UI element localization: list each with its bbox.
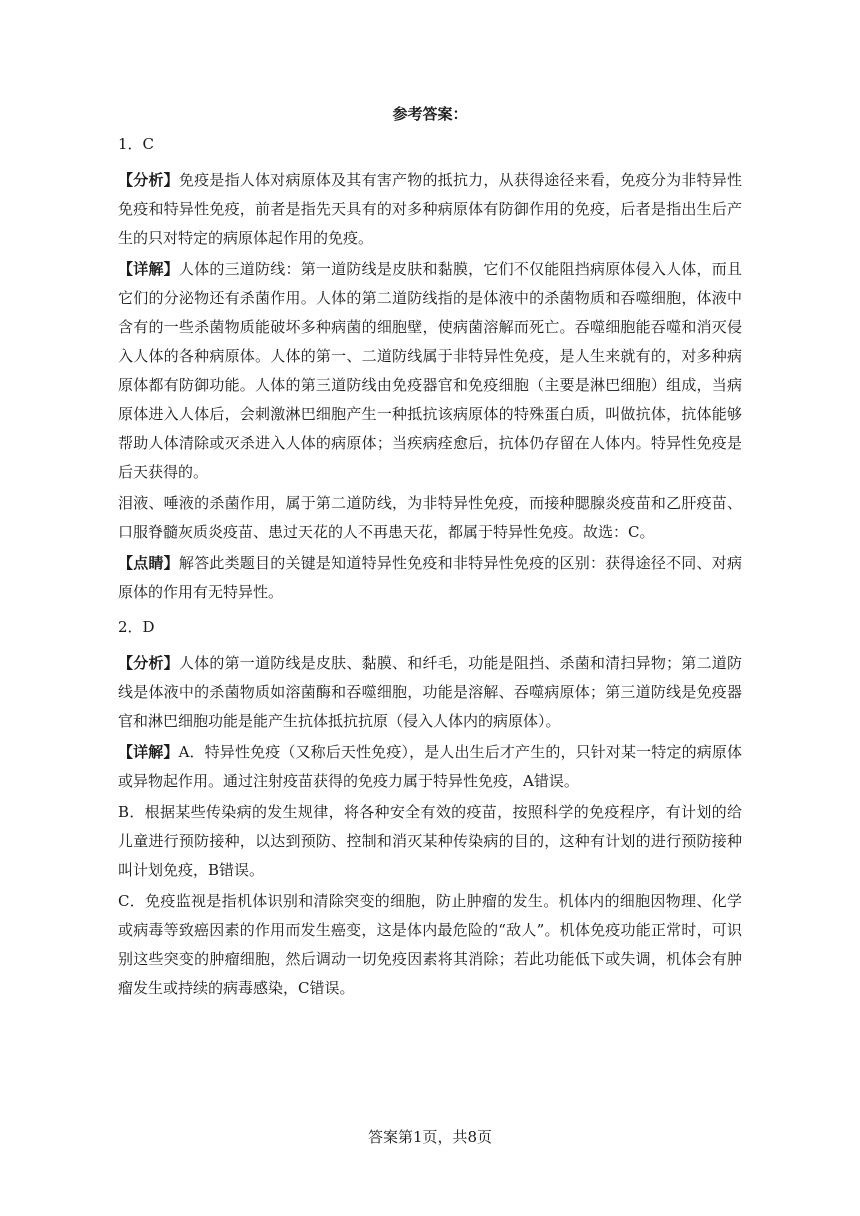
question-number: 1．C — [118, 135, 155, 153]
option-c-paragraph — [118, 887, 742, 1003]
answer-content — [118, 104, 742, 1003]
paragraph-text: 泪液、唾液的杀菌作用，属于第二道防线，为非特异性免疫，而接种腮腺炎疫苗和乙肝疫苗、口服脊髓灰质炎疫苗、患过天花的人不再患天花，都属于特异性免疫。故选：C。 — [118, 494, 742, 541]
conclusion-paragraph — [118, 489, 742, 547]
paragraph-text: 人体的第一道防线是皮肤、黏膜、和纤毛，功能是阻挡、杀菌和清扫异物；第二道防线是体液中的杀菌物质如溶菌酶和吞噬细胞，功能是溶解、吞噬病原体；第三道防线是免疫器官和淋巴细胞功能是能产生抗体抵抗抗原（侵入人体内的病原体）。 — [118, 654, 742, 730]
question-1 — [118, 134, 742, 607]
page-title: 参考答案： — [392, 105, 468, 123]
paragraph-text: C．免疫监视是指机体识别和清除突变的细胞，防止肿瘤的发生。机体内的细胞因物理、化学或病毒等致癌因素的作用而发生癌变，这是体内最危险的“敌人”。机体免疫功能正常时，可识别这些突变的肿瘤细胞，然后调动一切免疫因素将其消除；若此功能低下或失调，机体会有肿瘤发生或持续的病毒感染，C错误。 — [118, 892, 742, 997]
question-number: 2．D — [118, 618, 155, 636]
option-b-paragraph — [118, 798, 742, 885]
paragraph-text: 解答此类题目的关键是知道特异性免疫和非特异性免疫的区别：获得途径不同、对病原体的作用有无特异性。 — [118, 554, 742, 601]
question-2 — [118, 617, 742, 1003]
paragraph-text: 免疫是指人体对病原体及其有害产物的抵抗力，从获得途径来看，免疫分为非特异性免疫和特异性免疫，前者是指先天具有的对多种病原体有防御作用的免疫，后者是指出生后产生的只对特定的病原体起作用的免疫。 — [118, 171, 742, 247]
section-tag: 【分析】 — [118, 654, 179, 672]
paragraph-text: 人体的三道防线：第一道防线是皮肤和黏膜，它们不仅能阻挡病原体侵入人体，而且它们的分泌物还有杀菌作用。人体的第二道防线指的是体液中的杀菌物质和吞噬细胞，体液中含有的一些杀菌物质能破坏多种病菌的细胞壁，使病菌溶解而死亡。吞噬细胞能吞噬和消灭侵入人体的各种病原体。人体的第一、二道防线属于非特异性免疫，是人生来就有的，对多种病原体都有防御功能。人体的第三道防线由免疫器官和免疫细胞（主要是淋巴细胞）组成，当病原体进入人体后，会刺激淋巴细胞产生一种抵抗该病原体的特殊蛋白质，叫做抗体，抗体能够帮助人体清除或灭杀进入人体的病原体；当疾病痊愈后，抗体仍存留在人体内。特异性免疫是后天获得的。 — [118, 260, 742, 481]
analysis-paragraph — [118, 649, 742, 736]
paragraph-text: A．特异性免疫（又称后天性免疫），是人出生后才产生的，只针对某一特定的病原体或异物起作用。通过注射疫苗获得的免疫力属于特异性免疫，A错误。 — [118, 743, 742, 790]
section-tag: 【详解】 — [118, 743, 179, 761]
analysis-paragraph — [118, 166, 742, 253]
detail-paragraph — [118, 738, 742, 796]
comment-paragraph — [118, 549, 742, 607]
section-tag: 【点睛】 — [118, 554, 179, 572]
section-tag: 【分析】 — [118, 171, 179, 189]
section-tag: 【详解】 — [118, 260, 179, 278]
detail-paragraph — [118, 255, 742, 487]
page-footer: 答案第1页，共8页 — [367, 1128, 493, 1146]
paragraph-text: B．根据某些传染病的发生规律，将各种安全有效的疫苗，按照科学的免疫程序，有计划的给儿童进行预防接种，以达到预防、控制和消灭某种传染病的目的，这种有计划的进行预防接种叫计划免疫，B错误。 — [118, 803, 742, 879]
